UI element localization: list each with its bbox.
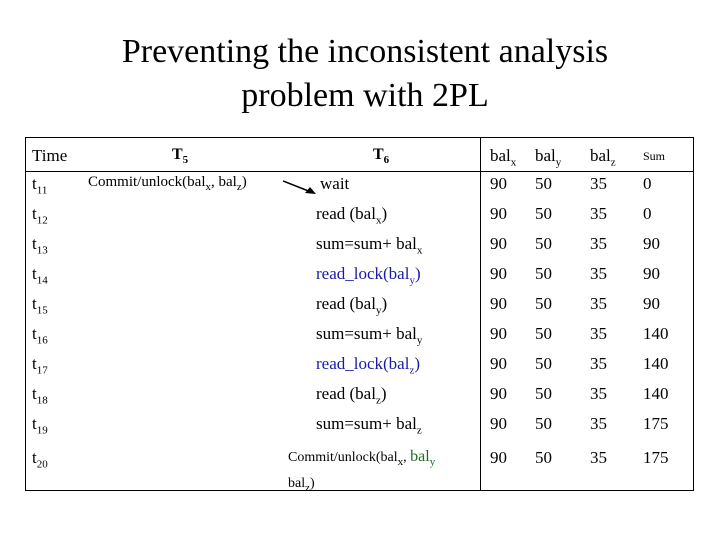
balx-cell: 90 xyxy=(490,264,507,283)
t6-action-cell: sum=sum+ bal$_y$ xyxy=(316,324,423,347)
time-cell: $t_{12}$ xyxy=(32,204,48,227)
baly-cell: 50 xyxy=(535,448,552,467)
t6-action-cell: read (bal$_y$) xyxy=(316,294,388,317)
baly-cell: 50 xyxy=(535,414,552,433)
sum-cell: 90 xyxy=(643,234,660,253)
baly-cell: 50 xyxy=(535,174,552,193)
header-balz: bal$_z$ xyxy=(590,146,616,169)
title-line-2: problem with 2PL xyxy=(241,77,489,114)
balx-cell: 90 xyxy=(490,174,507,193)
baly-cell: 50 xyxy=(535,264,552,283)
time-cell: $t_{14}$ xyxy=(32,264,48,287)
header-time: Time xyxy=(32,146,68,165)
time-cell: $t_{11}$ xyxy=(32,174,48,197)
sum-cell: 140 xyxy=(643,324,669,343)
header-baly: bal$_y$ xyxy=(535,146,562,169)
baly-cell: 50 xyxy=(535,384,552,403)
header-sum: Sum xyxy=(643,149,666,163)
baly-cell: 50 xyxy=(535,234,552,253)
t6-commit-text: Commit/unlock(bal$_x$, bal$_y$ bal$_z$) xyxy=(288,448,436,494)
t5-commit-text: Commit/unlock(bal$_x$, bal$_z$) xyxy=(88,174,247,193)
time-cell: $t_{17}$ xyxy=(32,354,48,377)
sum-cell: 0 xyxy=(643,174,652,193)
balz-cell: 35 xyxy=(590,174,607,193)
balx-cell: 90 xyxy=(490,234,507,253)
balz-cell: 35 xyxy=(590,414,607,433)
balx-cell: 90 xyxy=(490,324,507,343)
time-cell: $t_{15}$ xyxy=(32,294,48,317)
balx-cell: 90 xyxy=(490,204,507,223)
time-cell: $t_{16}$ xyxy=(32,324,48,347)
t6-action-cell: read (bal$_x$) xyxy=(316,204,388,227)
sum-cell: 90 xyxy=(643,294,660,313)
baly-cell: 50 xyxy=(535,354,552,373)
balz-cell: 35 xyxy=(590,384,607,403)
sum-cell: 175 xyxy=(643,414,669,433)
t6-action-cell: read_lock(bal$_z$) xyxy=(316,354,421,377)
sum-cell: 90 xyxy=(643,264,660,283)
header-t5: $T_5$ xyxy=(172,146,189,167)
t6-action-cell: sum=sum+ bal$_x$ xyxy=(316,234,423,257)
baly-cell: 50 xyxy=(535,204,552,223)
balx-cell: 90 xyxy=(490,354,507,373)
balx-cell: 90 xyxy=(490,448,507,467)
baly-cell: 50 xyxy=(535,294,552,313)
t6-action-cell: wait xyxy=(320,174,350,193)
sum-cell: 0 xyxy=(643,204,652,223)
balz-cell: 35 xyxy=(590,324,607,343)
balz-cell: 35 xyxy=(590,204,607,223)
arrow-icon xyxy=(283,179,317,197)
baly-cell: 50 xyxy=(535,324,552,343)
time-cell: $t_{13}$ xyxy=(32,234,48,257)
time-cell: $t_{18}$ xyxy=(32,384,48,407)
time-cell: $t_{19}$ xyxy=(32,414,48,437)
balz-cell: 35 xyxy=(590,234,607,253)
header-balx: bal$_x$ xyxy=(490,146,517,169)
t6-action-cell: read_lock(bal$_y$) xyxy=(316,264,421,287)
balx-cell: 90 xyxy=(490,414,507,433)
column-divider xyxy=(480,138,481,490)
t6-action-cell: read (bal$_z$) xyxy=(316,384,387,407)
balz-cell: 35 xyxy=(590,354,607,373)
balx-cell: 90 xyxy=(490,294,507,313)
page-title xyxy=(0,30,720,118)
title-line-1: Preventing the inconsistent analysis xyxy=(121,33,609,70)
schedule-table xyxy=(25,137,694,494)
sum-cell: 140 xyxy=(643,384,669,403)
header-t6: $T_6$ xyxy=(373,146,390,167)
balx-cell: 90 xyxy=(490,384,507,403)
sum-cell: 175 xyxy=(643,448,669,467)
time-cell: $t_{20}$ xyxy=(32,448,48,471)
header-divider xyxy=(26,171,693,172)
balz-cell: 35 xyxy=(590,294,607,313)
sum-cell: 140 xyxy=(643,354,669,373)
t6-action-cell: sum=sum+ bal$_z$ xyxy=(316,414,422,437)
balz-cell: 35 xyxy=(590,264,607,283)
balz-cell: 35 xyxy=(590,448,607,467)
